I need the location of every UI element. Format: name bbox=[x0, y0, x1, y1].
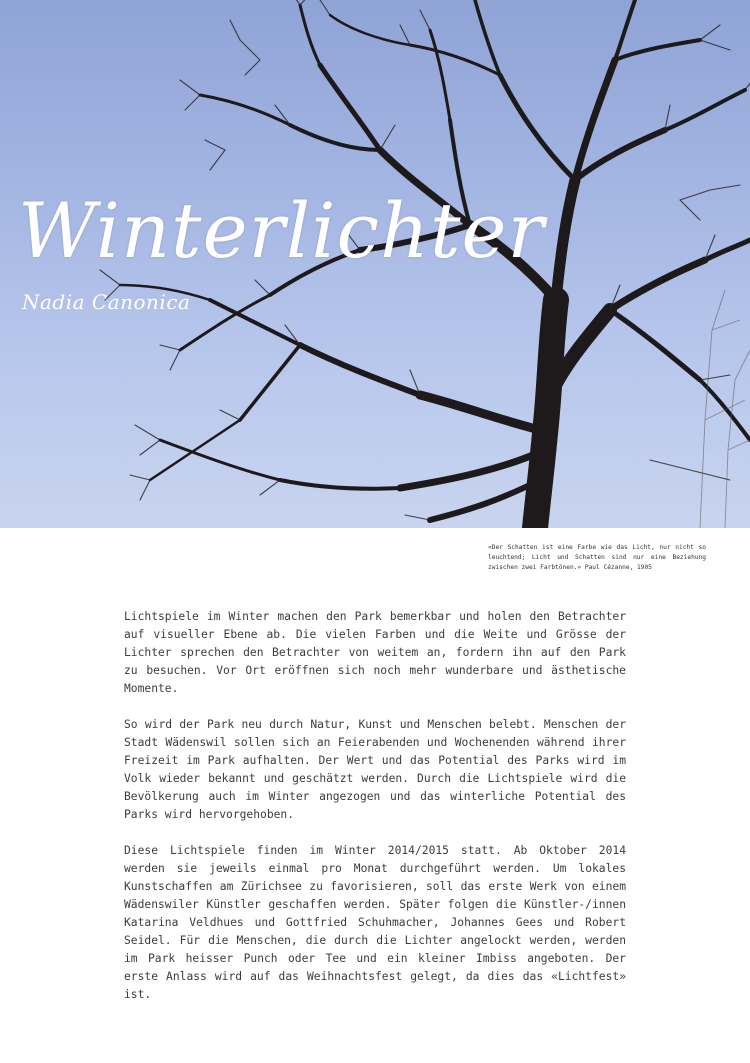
author-name: Nadia Canonica bbox=[22, 290, 191, 314]
epigraph-quote: «Der Schatten ist eine Farbe wie das Licht, nur nicht so leuchtend; Licht und Schatten sind nur eine Beziehung zwischen zwei Farbtönen.» Paul Cézanne, 1905 bbox=[488, 544, 706, 571]
body-paragraph: Lichtspiele im Winter machen den Park bemerkbar und holen den Betrachter auf visueller Ebene ab. Die vielen Farben und die Weite und Grösse der Lichter sprechen den Betrachter von weitem an, fordern ihn auf den Park zu besuchen. Vor Ort eröffnen sich noch mehr wunderbare und ästhetische Momente. bbox=[124, 610, 626, 695]
article-body bbox=[124, 608, 626, 1022]
body-paragraph: So wird der Park neu durch Natur, Kunst und Menschen belebt. Menschen der Stadt Wädenswil sollen sich an Feierabenden und Wochenenden während ihrer Freizeit im Park aufhalten. Der Wert und das Potential des Parks wird im Volk wieder bekannt und geschätzt werden. Durch die Lichtspiele wird die Bevölkerung auch im Winter angezogen und das winterliche Potential des Parks wird hervorgehoben. bbox=[124, 718, 626, 821]
body-paragraph: Diese Lichtspiele finden im Winter 2014/2015 statt. Ab Oktober 2014 werden sie jeweils einmal pro Monat durchgeführt werden. Um lokales Kunstschaffen am Zürichsee zu favorisieren, soll das erste Werk von einem Wädenswiler Künstler geschaffen werden. Später folgen die Künstler-/innen Katarina Veldhues und Gottfried Schuhmacher, Johannes Gees und Robert Seidel. Für die Menschen, die durch die Lichter angelockt werden, werden im Park heisser Punch oder Tee und ein kleiner Imbiss angeboten. Der erste Anlass wird auf das Weihnachtsfest gelegt, da dies das «Lichtfest» ist. bbox=[124, 844, 626, 1001]
hero-photo bbox=[0, 0, 750, 528]
page-title: Winterlichter bbox=[18, 186, 545, 275]
